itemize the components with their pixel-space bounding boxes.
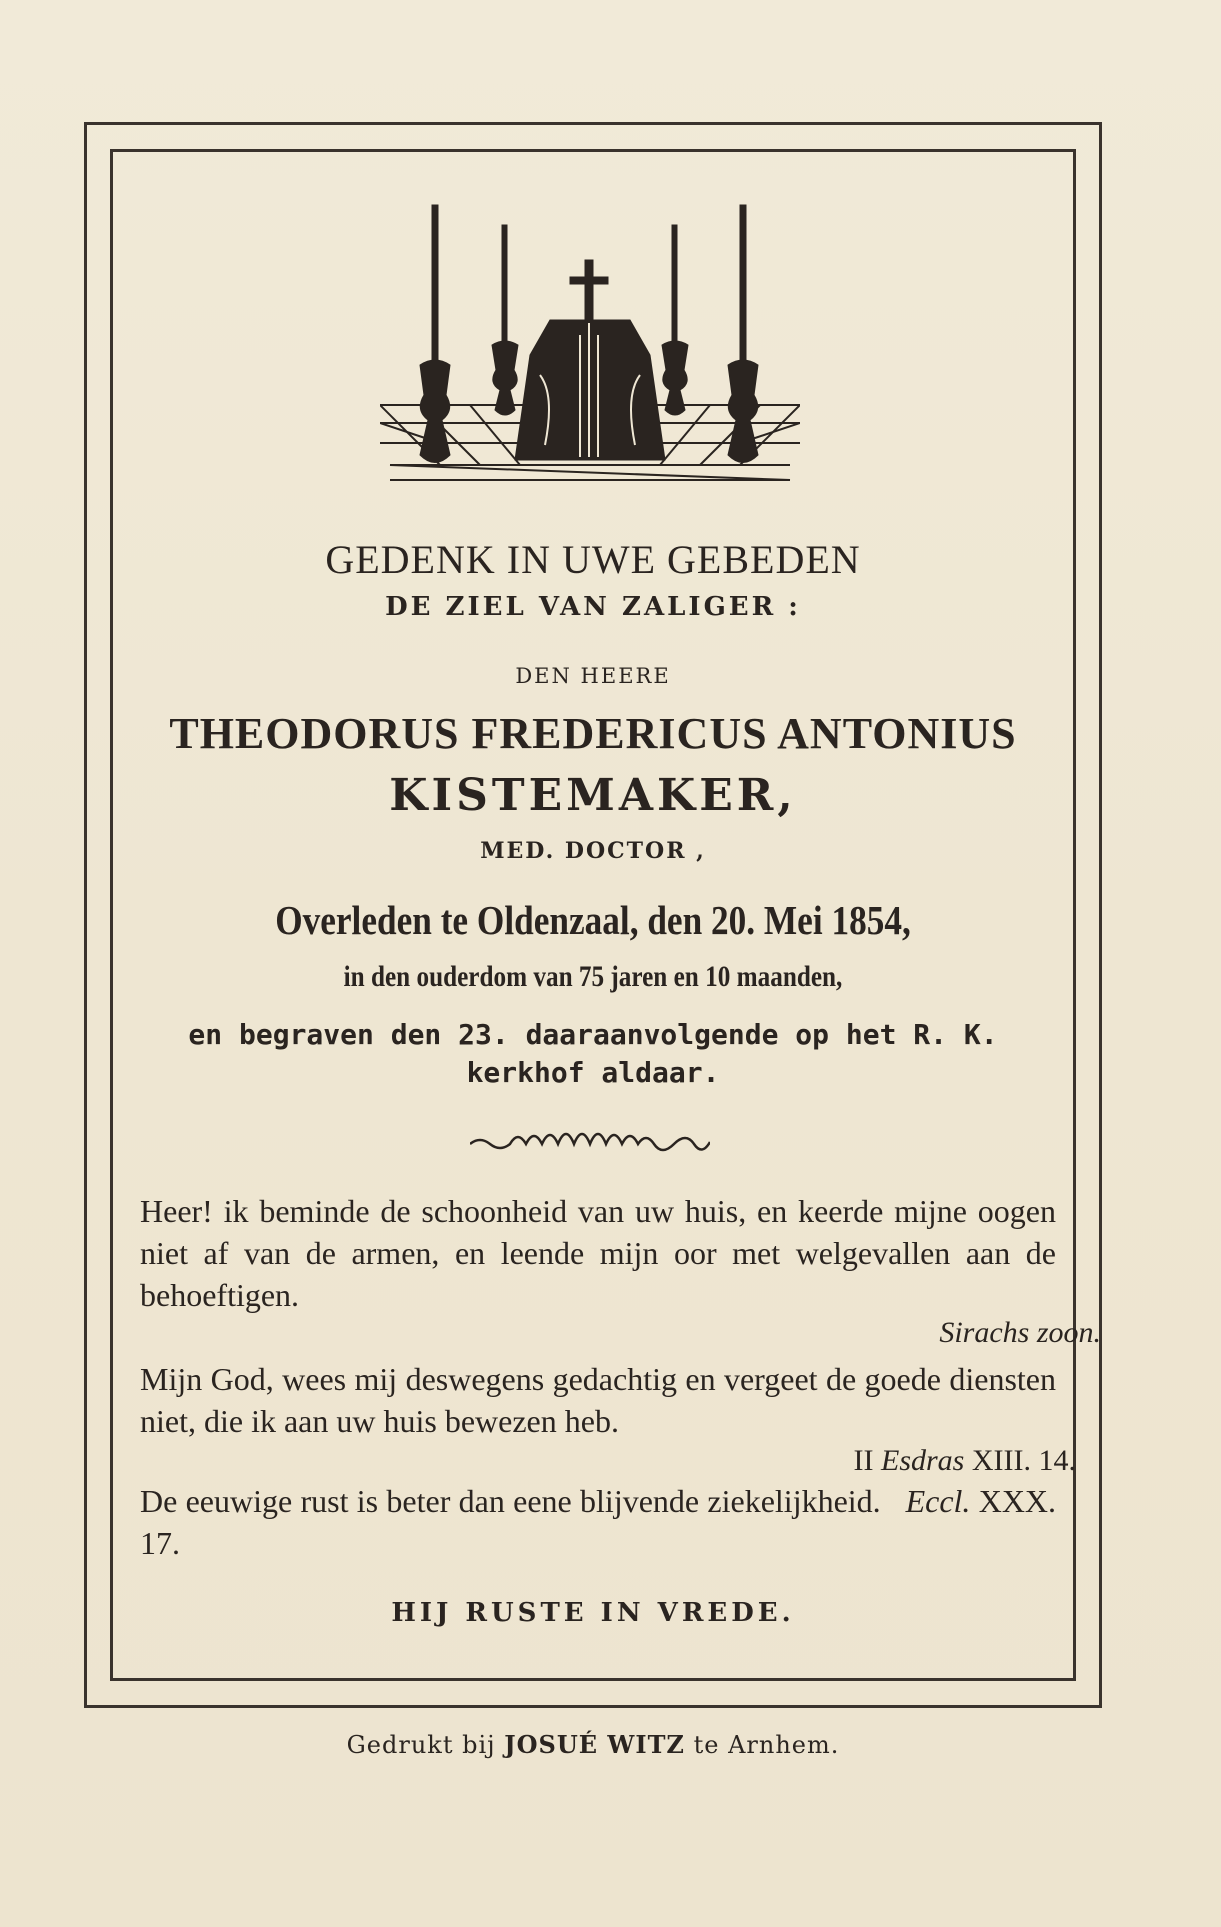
scripture-paragraph-1: Heer! ik beminde de schoonheid van uw huis, en keerde mijne oogen niet af van de armen, en leende mijn oor met welgevallen aan de behoeftigen. — [140, 1193, 1056, 1313]
wave-ornament — [470, 1122, 710, 1162]
heading-line-2: DE ZIEL VAN ZALIGER : — [385, 592, 801, 622]
source-3-book: Eccl. — [905, 1483, 971, 1519]
person-given-names: THEODORUS FREDERICUS ANTONIUS — [169, 709, 1017, 758]
scripture-source-1: Sirachs zoon. — [939, 1316, 1101, 1349]
paragraph-3-text: De eeuwige rust is beter dan eene blijvende ziekelijkheid. — [140, 1483, 881, 1519]
source-2-book: Esdras — [881, 1444, 965, 1477]
death-line-1: Overleden te Oldenzaal, den 20. Mei 1854, — [275, 897, 911, 943]
printer-imprint — [84, 1730, 1102, 1759]
heading-line-1: GEDENK IN UWE GEBEDEN — [325, 537, 861, 582]
scripture-paragraph-3 — [140, 1480, 1056, 1564]
closing-prayer: HIJ RUSTE IN VREDE. — [391, 1598, 795, 1628]
death-line-2: in den ouderdom van 75 jaren en 10 maanden, — [343, 960, 843, 993]
person-title: DEN HEERE — [515, 664, 671, 688]
scripture-paragraph-2: Mijn God, wees mij deswegens gedachtig en vergeet de goede diensten niet, die ik aan uw huis bewezen heb. — [140, 1361, 1056, 1439]
printer-prefix: Gedrukt bij — [346, 1731, 496, 1759]
source-2-ref: XIII. 14. — [971, 1444, 1076, 1477]
burial-line-1: en begraven den 23. daaraanvolgende op het R. K. — [188, 1018, 998, 1051]
burial-line-2: kerkhof aldaar. — [466, 1056, 720, 1089]
source-3-ref: XXX. 17. — [140, 1483, 1057, 1561]
person-profession: MED. DOCTOR , — [480, 838, 706, 864]
source-2-prefix: II — [853, 1444, 874, 1477]
printer-name: JOSUÉ WITZ — [504, 1730, 685, 1759]
person-surname: KISTEMAKER, — [389, 770, 797, 821]
altar-candles-engraving — [380, 195, 800, 495]
scripture-source-2 — [854, 1444, 1076, 1478]
printer-suffix: te Arnhem. — [693, 1731, 840, 1759]
